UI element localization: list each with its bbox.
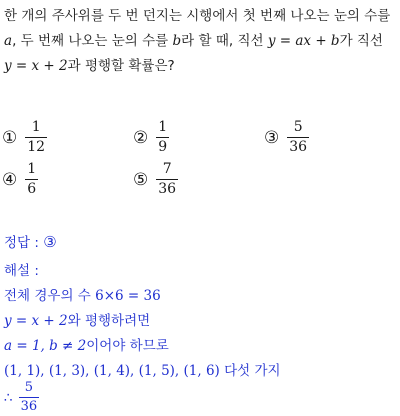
choice-3-numerator: 5 bbox=[293, 119, 303, 135]
choice-2[interactable] bbox=[133, 120, 169, 155]
solution-line-3-math: a = 1, b ≠ 2 bbox=[4, 338, 87, 354]
explain-label: 해설 : bbox=[4, 263, 39, 279]
solution-line-1 bbox=[4, 284, 161, 304]
answer-mark: ③ bbox=[43, 233, 57, 251]
line-equation-1: y = ax + b bbox=[267, 33, 340, 49]
solution-final bbox=[4, 381, 39, 414]
question-line-2 bbox=[4, 29, 398, 54]
question-line-1: 한 개의 주사위를 두 번 던지는 시행에서 첫 번째 나오는 눈의 수를 bbox=[4, 8, 391, 24]
question-line-3 bbox=[4, 54, 398, 79]
final-numerator: 5 bbox=[24, 380, 33, 395]
solution-line-2-math: y = x + 2 bbox=[4, 313, 68, 329]
choice-5[interactable] bbox=[133, 162, 178, 197]
question-line-2-text: , 두 번째 나오는 눈의 수를 bbox=[12, 33, 173, 49]
choice-3-denominator: 36 bbox=[289, 139, 308, 155]
question-line-2-text2: 라 할 때, 직선 bbox=[181, 33, 268, 49]
choice-1-fraction bbox=[25, 120, 47, 155]
choice-2-fraction bbox=[156, 120, 169, 155]
choice-4-mark: ④ bbox=[2, 169, 18, 190]
choice-1-mark: ① bbox=[2, 127, 18, 148]
choice-2-denominator: 9 bbox=[158, 139, 168, 155]
solution-line-3 bbox=[4, 334, 169, 354]
choice-3[interactable] bbox=[264, 120, 309, 155]
choice-5-numerator: 7 bbox=[162, 161, 172, 177]
choice-3-mark: ③ bbox=[264, 127, 280, 148]
question-line-2-text3: 가 직선 bbox=[339, 33, 383, 49]
choice-4-denominator: 6 bbox=[27, 181, 37, 197]
choice-5-mark: ⑤ bbox=[133, 169, 149, 190]
answer-line bbox=[4, 231, 57, 251]
solution-line-4 bbox=[4, 359, 281, 379]
choice-5-denominator: 36 bbox=[158, 181, 177, 197]
answer-label: 정답 : bbox=[4, 235, 44, 251]
choice-1-numerator: 1 bbox=[31, 119, 41, 135]
question-text bbox=[4, 4, 398, 79]
choice-3-fraction bbox=[287, 120, 309, 155]
solution-line-1-text: 전체 경우의 수 bbox=[4, 288, 96, 304]
choice-2-mark: ② bbox=[133, 127, 149, 148]
choice-2-numerator: 1 bbox=[158, 119, 168, 135]
var-b: b bbox=[172, 33, 182, 49]
solution-line-2-text: 와 평행하려면 bbox=[67, 313, 151, 329]
therefore-symbol: ∴ bbox=[4, 389, 13, 406]
choice-1[interactable] bbox=[2, 120, 47, 155]
choice-5-fraction bbox=[156, 162, 178, 197]
final-fraction bbox=[19, 381, 40, 414]
solution-line-4-text: 다섯 가지 bbox=[219, 363, 281, 379]
choice-4-fraction bbox=[25, 162, 38, 197]
solution-line-2 bbox=[4, 309, 150, 329]
solution-line-1-math: 6×6 = 36 bbox=[95, 288, 161, 304]
choice-1-denominator: 12 bbox=[27, 139, 46, 155]
final-denominator: 36 bbox=[20, 399, 38, 414]
solution-line-4-math: (1, 1), (1, 3), (1, 4), (1, 5), (1, 6) bbox=[4, 363, 220, 379]
choice-4[interactable] bbox=[2, 162, 38, 197]
choice-4-numerator: 1 bbox=[27, 161, 37, 177]
line-equation-2: y = x + 2 bbox=[4, 58, 68, 74]
solution-line-3-text: 이어야 하므로 bbox=[86, 338, 169, 354]
question-line-3-text: 과 평행할 확률은? bbox=[67, 58, 175, 74]
var-a: a bbox=[4, 33, 13, 49]
